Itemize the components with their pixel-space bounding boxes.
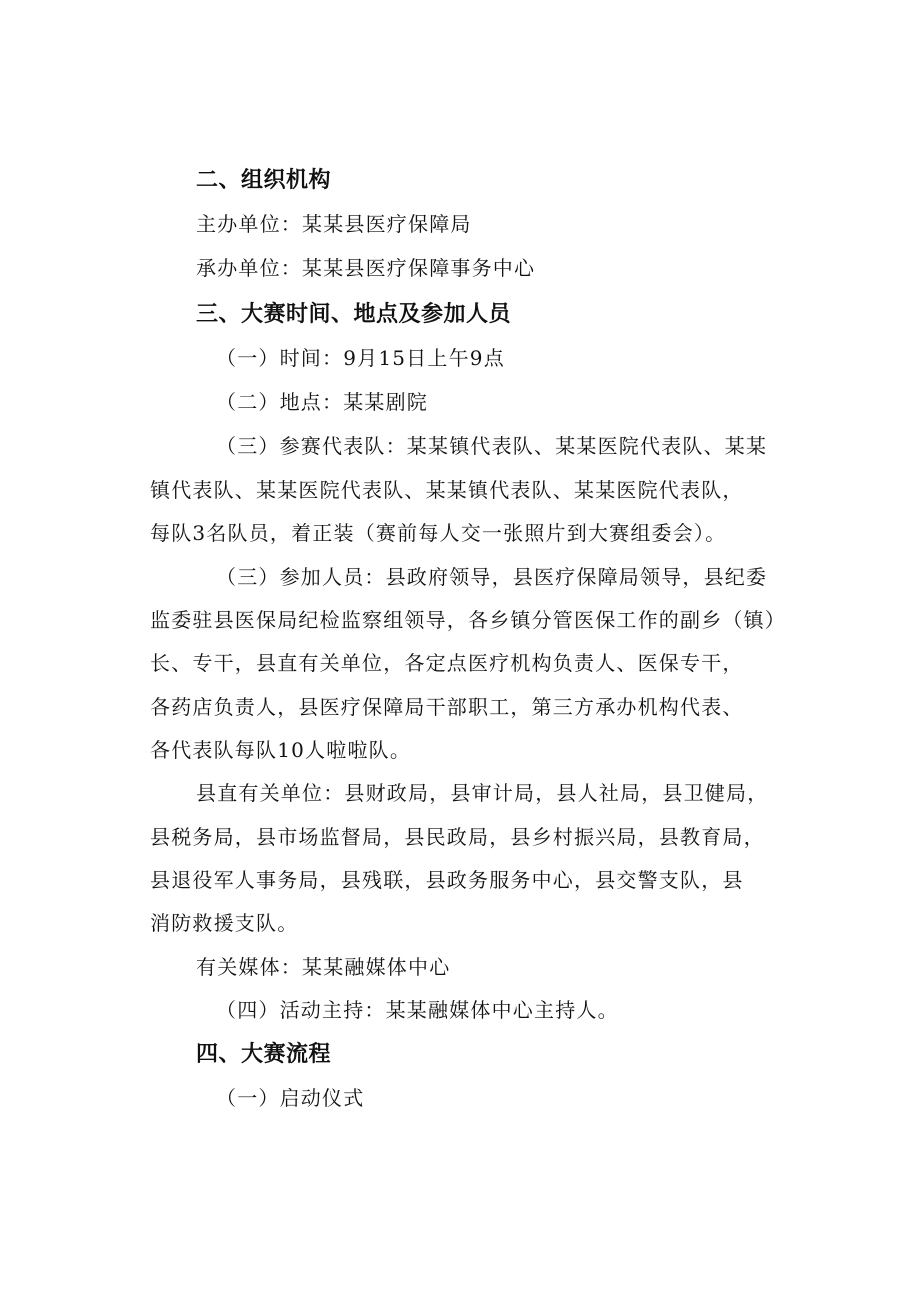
units-line-3: 县退役军人事务局，县残联，县政务服务中心，县交警支队，县 xyxy=(150,868,744,892)
participants-line-1: （三）参加人员：县政府领导，县医疗保障局领导，县纪委 xyxy=(216,565,768,589)
section-3-heading: 三、大赛时间、地点及参加人员 xyxy=(196,302,512,327)
units-line-4: 消防救援支队。 xyxy=(150,911,299,935)
teams-line-3: 每队3名队员，着正装（赛前每人交一张照片到大赛组委会）。 xyxy=(150,521,727,545)
event-host: （四）活动主持：某某融媒体中心主持人。 xyxy=(216,998,619,1022)
event-time: （一）时间：9月15日上午9点 xyxy=(216,346,505,370)
participants-line-4: 各药店负责人，县医疗保障局干部职工，第三方承办机构代表、 xyxy=(150,695,744,719)
units-line-1: 县直有关单位：县财政局，县审计局，县人社局，县卫健局， xyxy=(196,781,769,805)
participants-line-3: 长、专干，县直有关单位，各定点医疗机构负责人、医保专干， xyxy=(150,651,744,675)
organizer-unit: 承办单位：某某县医疗保障事务中心 xyxy=(196,256,536,280)
host-unit: 主办单位：某某县医疗保障局 xyxy=(196,212,472,236)
teams-line-2: 镇代表队、某某医院代表队、某某镇代表队、某某医院代表队， xyxy=(150,478,744,502)
units-line-2: 县税务局，县市场监督局，县民政局，县乡村振兴局，县教育局， xyxy=(150,825,765,849)
step-1-opening: （一）启动仪式 xyxy=(216,1086,365,1110)
section-2-heading: 二、组织机构 xyxy=(196,168,332,193)
teams-line-1: （三）参赛代表队：某某镇代表队、某某医院代表队、某某 xyxy=(216,434,768,458)
participants-line-2: 监委驻县医保局纪检监察组领导，各乡镇分管医保工作的副乡（镇） xyxy=(150,608,786,632)
media: 有关媒体：某某融媒体中心 xyxy=(196,955,451,979)
participants-line-5: 各代表队每队10人啦啦队。 xyxy=(150,738,412,762)
event-place: （二）地点：某某剧院 xyxy=(216,390,428,414)
section-4-heading: 四、大赛流程 xyxy=(196,1042,332,1067)
